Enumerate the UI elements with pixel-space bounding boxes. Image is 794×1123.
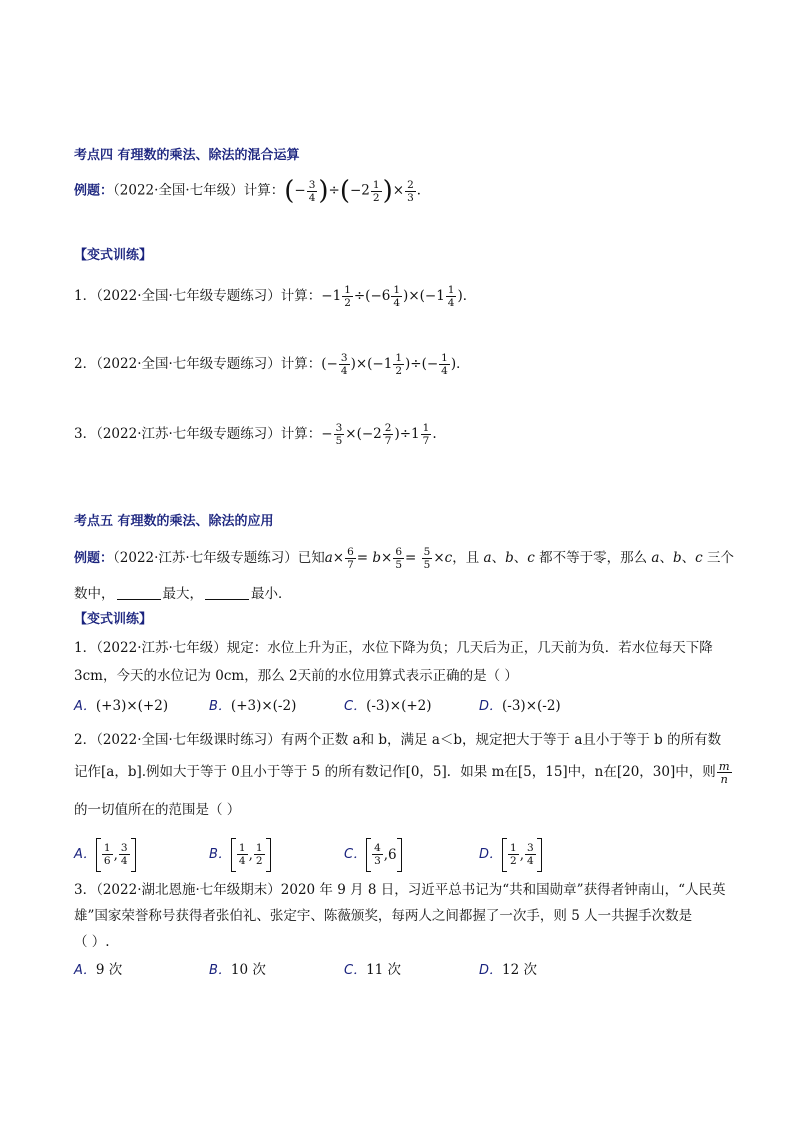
option-a[interactable]: A．(+3)×(+2) [74, 698, 169, 714]
option-c[interactable]: C．(-3)×(+2) [344, 698, 432, 714]
question-5-2-line1: 2．（2022·全国·七年级课时练习）有两个正数 a和 b，满足 a＜b，规定把大于等于 a且小于等于 b 的所有数 [74, 732, 722, 748]
question-source: 3．（2022·江苏·七年级专题练习）计算： [74, 426, 322, 442]
example-4: 例题：（2022·全国·七年级）计算：(− $\frac{3}{4}$ )÷(−2 $\frac{1}{2}$ )× $\frac{2}{3}$ ． [74, 176, 431, 206]
question-5-2-options [74, 836, 724, 872]
example-5-line2: 数中， 最大， 最小． [74, 586, 292, 602]
option-c[interactable]: C． $\frac{4}{3}$ ,6 [344, 836, 479, 873]
question-5-3-options [74, 960, 724, 981]
question-5-3-line3: （ ）. [74, 934, 110, 950]
example-source: （2022·江苏·七年级专题练习）已知 [113, 550, 325, 566]
practice-label-4: 【变式训练】 [74, 248, 153, 263]
question-5-1-line2: 3cm，今天的水位记为 0cm，那么 2天前的水位用算式表示正确的是（ ） [74, 668, 518, 684]
option-b[interactable]: B．(+3)×(-2) [209, 698, 297, 714]
question-5-1-options [74, 696, 724, 717]
question-5-2-line2: 记作[a，b].例如大于等于 0且小于等于 5 的所有数记作[0，5]．如果 m在[5，15]中，n在[20，30]中，则 $\frac{m}{n}$ [74, 759, 730, 786]
example-label: 例题： [74, 551, 114, 566]
question-5-3-line2: 雄”国家荣誉称号获得者张伯礼、张定宇、陈薇颁奖，每两人之间都握了一次手，则 5 人一共握手次数是 [74, 908, 693, 924]
option-d[interactable]: D． $\frac{1}{2}$ , $\frac{3}{4}$ [479, 836, 614, 873]
option-d[interactable]: D．12 次 [479, 962, 537, 978]
option-a[interactable]: A． $\frac{1}{6}$ , $\frac{3}{4}$ [74, 836, 209, 873]
option-a[interactable]: A．9 次 [74, 962, 123, 978]
option-d[interactable]: D．(-3)×(-2) [479, 698, 561, 714]
question-source: 1．（2022·全国·七年级专题练习）计算： [74, 288, 322, 304]
question-4-3: 3．（2022·江苏·七年级专题练习）计算：− $\frac{3}{5}$ ×(−2 $\frac{2}{7}$ )÷1 $\frac{1}{7}$ . [74, 422, 437, 447]
question-source: 2．（2022·全国·七年级专题练习）计算： [74, 356, 322, 372]
answer-blank-1[interactable] [117, 585, 161, 600]
question-5-1-line1: 1．（2022·江苏·七年级）规定：水位上升为正，水位下降为负；几天后为正，几天前为负．若水位每天下降 [74, 640, 713, 656]
option-b[interactable]: B． $\frac{1}{4}$ , $\frac{1}{2}$ [209, 836, 344, 873]
example-5: 例题：（2022·江苏·七年级专题练习）已知a× $\frac{6}{7}$ = b× $\frac{6}{5}$ = $\frac{5}{5}$ ×c，且 a、b、c 都不等于零，那么 a、b、c 三个 [74, 546, 734, 571]
practice-label-5: 【变式训练】 [74, 612, 153, 627]
question-4-2: 2．（2022·全国·七年级专题练习）计算：(− $\frac{3}{4}$ )×(−1 $\frac{1}{2}$ )÷(− $\frac{1}{4}$ )． [74, 352, 470, 377]
option-c[interactable]: C．11 次 [344, 962, 402, 978]
question-5-2-line3: 的一切值所在的范围是（ ） [74, 802, 241, 818]
section-4-title: 考点四 有理数的乘法、除法的混合运算 [74, 148, 300, 163]
example-label: 例题： [74, 183, 114, 199]
section-5-title: 考点五 有理数的乘法、除法的应用 [74, 514, 274, 529]
answer-blank-2[interactable] [205, 585, 249, 600]
option-b[interactable]: B．10 次 [209, 962, 266, 978]
question-4-1: 1．（2022·全国·七年级专题练习）计算：−1 $\frac{1}{2}$ ÷(−6 $\frac{1}{4}$ )×(−1 $\frac{1}{4}$ )． [74, 284, 477, 309]
question-5-3-line1: 3．（2022·湖北恩施·七年级期末）2020 年 9 月 8 日，习近平总书记为“共和国勋章”获得者钟南山，“人民英 [74, 882, 726, 898]
example-source: （2022·全国·七年级）计算： [113, 182, 285, 199]
